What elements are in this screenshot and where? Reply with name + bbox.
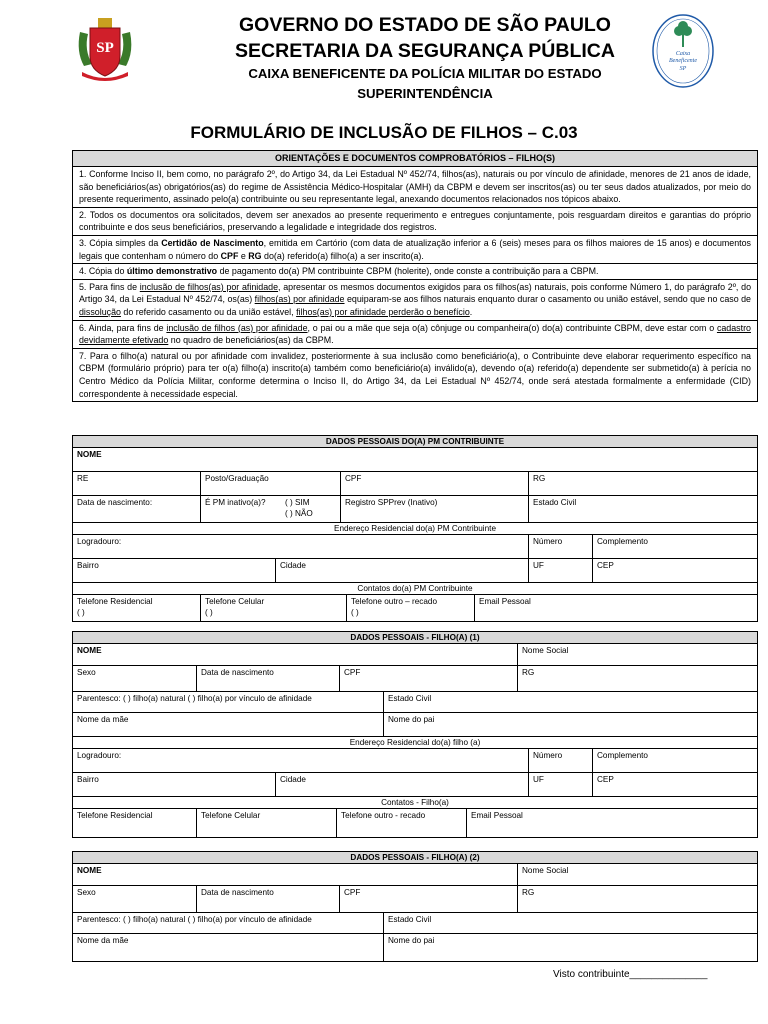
label: É PM inativo(a)? bbox=[205, 498, 266, 507]
label: Bairro bbox=[77, 561, 99, 570]
crest-text: SP bbox=[96, 40, 114, 56]
label: Data de nascimento: bbox=[77, 498, 153, 507]
label: NOME bbox=[77, 646, 102, 655]
label: Cidade bbox=[280, 561, 306, 570]
label: Registro SPPrev (Inativo) bbox=[345, 498, 438, 507]
text-underlined: cadastro devidamente efetivado bbox=[79, 322, 751, 346]
text: 6. Ainda, para fins de bbox=[79, 322, 167, 333]
label: Número bbox=[533, 537, 563, 546]
text-underlined: filhos(as) por afinidade perderão o benefício bbox=[296, 306, 470, 317]
contributor-street-field[interactable] bbox=[73, 535, 529, 558]
label: NOME bbox=[77, 866, 102, 875]
seal-text-1: Caixa bbox=[675, 51, 691, 57]
label: RG bbox=[522, 888, 535, 897]
contributor-mobile-field[interactable] bbox=[201, 595, 347, 621]
child2-cpf-field[interactable] bbox=[340, 886, 518, 912]
child1-district-field[interactable] bbox=[73, 773, 276, 796]
orientation-item-7: 7. Para o filho(a) natural ou por afinidade com invalidez, posteriormente à sua inclusão como beneficiário(a), o Contribuinte deve elaborar requerimento específico na CBPM (formulário próprio) para ter o(a) filho(a) inscrito(a) também como beneficiário(a) inválido(a), devendo o(a) referido(a) dependente ser submetido(a) à perícia no Centro Médico da Polícia Militar, conforme determina o Inciso II, do Artigo 34, da Lei Estadual Nº 452/74, onde será atestada formalmente a enfermidade (CID) correspondente à necessidade especial. bbox=[79, 350, 751, 399]
label: UF bbox=[533, 775, 544, 784]
child1-other-phone-field[interactable] bbox=[337, 809, 467, 837]
child1-marital-field[interactable] bbox=[384, 692, 757, 712]
area-code: ( ) bbox=[351, 608, 359, 617]
child2-father-field[interactable] bbox=[384, 934, 757, 961]
form-title: FORMULÁRIO DE INCLUSÃO DE FILHOS – C.03 bbox=[190, 123, 578, 142]
child2-heading: DADOS PESSOAIS - FILHO(A) (2) bbox=[73, 852, 757, 864]
child1-number-field[interactable] bbox=[529, 749, 593, 772]
orientation-item-6 bbox=[73, 321, 757, 349]
contributor-city-field[interactable] bbox=[276, 559, 529, 582]
label: Posto/Graduação bbox=[205, 474, 269, 483]
child2-relationship-field[interactable] bbox=[73, 913, 384, 933]
label: CPF bbox=[344, 668, 361, 677]
label: Bairro bbox=[77, 775, 99, 784]
child1-street-field[interactable] bbox=[73, 749, 529, 772]
label: Parentesco: ( ) filho(a) natural ( ) filho(a) por vínculo de afinidade bbox=[77, 694, 312, 703]
text: , apresentar os mesmos documentos exigidos para os filhos(as) naturais, pois conforme Número 1, do parágrafo 2º, do Artigo 34, da Lei Estadual Nº 452/74, os(as) bbox=[79, 281, 752, 305]
text-underlined: filhos(as) por afinidade bbox=[254, 294, 345, 305]
contributor-rg-field[interactable] bbox=[529, 472, 757, 495]
orientation-item-2: 2. Todos os documentos ora solicitados, devem ser anexados ao presente requerimento e entregues conjuntamente, pois resguardam direitos e garantias do próprio contribuinte e dos seus beneficiários, preservando a legalidade e integridade dos registros. bbox=[73, 208, 757, 236]
label: Email Pessoal bbox=[471, 811, 523, 820]
area-code: ( ) bbox=[77, 608, 85, 617]
child1-name-field[interactable] bbox=[73, 644, 518, 665]
contributor-contacts-heading: Contatos do(a) PM Contribuinte bbox=[73, 583, 757, 595]
text-bold: RG bbox=[248, 250, 262, 261]
label: RG bbox=[522, 668, 535, 677]
contributor-state-field[interactable] bbox=[529, 559, 593, 582]
inactive-no-checkbox[interactable]: ( ) NÃO bbox=[285, 509, 313, 518]
child2-sex-field[interactable] bbox=[73, 886, 197, 912]
label: Nome da mãe bbox=[77, 715, 129, 724]
department-title: SUPERINTENDÊNCIA bbox=[357, 86, 493, 101]
child1-relationship-field[interactable] bbox=[73, 692, 384, 712]
contributor-email-field[interactable] bbox=[475, 595, 757, 621]
child1-father-field[interactable] bbox=[384, 713, 757, 736]
contributor-name-field[interactable] bbox=[73, 448, 757, 471]
contributor-rank-field[interactable] bbox=[201, 472, 341, 495]
child1-mother-field[interactable] bbox=[73, 713, 384, 736]
text: do(a) referido(a) filho(a) a ser inscrito(a). bbox=[261, 250, 424, 261]
child2-birthdate-field[interactable] bbox=[197, 886, 340, 912]
secretariat-title: SECRETARIA DA SEGURANÇA PÚBLICA bbox=[235, 40, 615, 62]
label: Nome da mãe bbox=[77, 936, 129, 945]
label: Logradouro: bbox=[77, 751, 122, 760]
label: Telefone outro – recado bbox=[351, 597, 438, 606]
child2-social-name-field[interactable] bbox=[518, 864, 757, 885]
child1-city-field[interactable] bbox=[276, 773, 529, 796]
orientation-item-4 bbox=[73, 264, 757, 280]
label: Sexo bbox=[77, 668, 96, 677]
child1-rg-field[interactable] bbox=[518, 666, 757, 691]
child1-social-name-field[interactable] bbox=[518, 644, 757, 665]
child2-mother-field[interactable] bbox=[73, 934, 384, 961]
label: CEP bbox=[597, 561, 614, 570]
contributor-address-heading: Endereço Residencial do(a) PM Contribuinte bbox=[73, 523, 757, 535]
contributor-signature-line[interactable]: Visto contribuinte______________ bbox=[553, 969, 708, 980]
label: Nome Social bbox=[522, 646, 569, 655]
contributor-spprev-field[interactable] bbox=[341, 496, 529, 522]
label: Logradouro: bbox=[77, 537, 122, 546]
text-bold: CPF bbox=[220, 250, 239, 261]
label: CPF bbox=[344, 888, 361, 897]
contributor-section bbox=[72, 435, 758, 622]
text: do referido casamento ou da união estável, bbox=[120, 306, 297, 317]
child1-state-field[interactable] bbox=[529, 773, 593, 796]
contributor-district-field[interactable] bbox=[73, 559, 276, 582]
label: RG bbox=[533, 474, 546, 483]
text: de pagamento do(a) PM contribuinte CBPM (holerite), onde conste a contribuição para a CBPM. bbox=[217, 266, 599, 277]
child1-contacts-heading: Contatos - Filho(a) bbox=[73, 797, 757, 809]
label: Nome Social bbox=[522, 866, 569, 875]
label: CPF bbox=[345, 474, 362, 483]
contributor-home-phone-field[interactable] bbox=[73, 595, 201, 621]
institution-title: CAIXA BENEFICENTE DA POLÍCIA MILITAR DO ESTADO bbox=[248, 66, 602, 81]
contributor-complement-field[interactable] bbox=[593, 535, 757, 558]
label: Nome do pai bbox=[388, 715, 435, 724]
contributor-inactive-field[interactable] bbox=[201, 496, 341, 522]
label: RE bbox=[77, 474, 89, 483]
child2-rg-field[interactable] bbox=[518, 886, 757, 912]
government-title: GOVERNO DO ESTADO DE SÃO PAULO bbox=[239, 14, 611, 36]
text: , o pai ou a mãe que seja o(a) cônjuge ou companheira(o) do(a) contribuinte CBPM, deve estar com o bbox=[307, 322, 717, 333]
text-bold: Certidão de Nascimento bbox=[161, 237, 264, 248]
label: UF bbox=[533, 561, 544, 570]
child1-address-heading: Endereço Residencial do(a) filho (a) bbox=[73, 737, 757, 749]
child1-mobile-field[interactable] bbox=[197, 809, 337, 837]
contributor-heading: DADOS PESSOAIS DO(A) PM CONTRIBUINTE bbox=[73, 436, 757, 448]
label: Estado Civil bbox=[388, 915, 432, 924]
label: Telefone Celular bbox=[205, 597, 265, 606]
text: no quadro de beneficiários(as) da CBPM. bbox=[168, 335, 334, 346]
child1-home-phone-field[interactable] bbox=[73, 809, 197, 837]
label: Estado Civil bbox=[533, 498, 577, 507]
label: Data de nascimento bbox=[201, 668, 274, 677]
text-underlined: inclusão de filhos (as) por afinidade bbox=[166, 322, 308, 333]
child1-complement-field[interactable] bbox=[593, 749, 757, 772]
orientation-item-1: 1. Conforme Inciso II, bem como, no parágrafo 2º, do Artigo 34, da Lei Estadual Nº 452/74, filhos(as), naturais ou por vínculo de afinidade, menores de 21 anos de idade, são beneficiários(as) obrigatórios(as) do regime de Assistência Médico-Hospitalar (AMH) da CBPM e devem ser inscritos(as) ou ter seus dados atualizados, por meio do presente requerimento, assinado pelo(a) contribuinte ou seu representante legal, anexando documentos relacionados nos tópicos abaixo. bbox=[73, 167, 757, 208]
text: equiparam-se aos filhos naturais enquanto durar o casamento ou união estável, sendo que no caso de bbox=[344, 294, 751, 305]
orientations-box bbox=[72, 150, 758, 402]
text: 4. Cópia do bbox=[79, 266, 127, 277]
text: 3. Cópia simples da bbox=[79, 237, 162, 248]
area-code: ( ) bbox=[205, 608, 213, 617]
label: Estado Civil bbox=[388, 694, 432, 703]
orientation-item-5 bbox=[73, 280, 757, 321]
label: Data de nascimento bbox=[201, 888, 274, 897]
child1-zip-field[interactable] bbox=[593, 773, 757, 796]
text: , emitida em Cartório (com data de atualização inferior a 6 (seis) meses para os filhos maiores de 15 anos) e documentos legais que contenham o número do bbox=[79, 237, 751, 261]
child2-marital-field[interactable] bbox=[384, 913, 757, 933]
label: Complemento bbox=[597, 751, 648, 760]
contributor-number-field[interactable] bbox=[529, 535, 593, 558]
child1-birthdate-field[interactable] bbox=[197, 666, 340, 691]
text: . bbox=[469, 306, 473, 317]
contributor-re-field[interactable] bbox=[73, 472, 201, 495]
orientation-item-3 bbox=[73, 236, 757, 264]
inactive-yes-checkbox[interactable]: ( ) SIM bbox=[285, 498, 310, 507]
label: Nome do pai bbox=[388, 936, 435, 945]
label: Telefone Celular bbox=[201, 811, 261, 820]
contributor-cpf-field[interactable] bbox=[341, 472, 529, 495]
header-titles bbox=[150, 12, 700, 104]
child1-sex-field[interactable] bbox=[73, 666, 197, 691]
contributor-zip-field[interactable] bbox=[593, 559, 757, 582]
label: Parentesco: ( ) filho(a) natural ( ) filho(a) por vínculo de afinidade bbox=[77, 915, 312, 924]
label: Número bbox=[533, 751, 563, 760]
label: Cidade bbox=[280, 775, 306, 784]
contributor-other-phone-field[interactable] bbox=[347, 595, 475, 621]
document-header bbox=[0, 0, 768, 118]
text-underlined: dissolução bbox=[79, 306, 121, 317]
label: Email Pessoal bbox=[479, 597, 531, 606]
label: Telefone Residencial bbox=[77, 811, 153, 820]
label: CEP bbox=[597, 775, 614, 784]
child1-heading: DADOS PESSOAIS - FILHO(A) (1) bbox=[73, 632, 757, 644]
seal-text-2: Beneficente bbox=[669, 58, 697, 64]
label: Complemento bbox=[597, 537, 648, 546]
child1-section bbox=[72, 631, 758, 838]
sao-paulo-coat-of-arms-icon bbox=[74, 12, 136, 82]
text: e bbox=[238, 250, 249, 261]
text-bold: último demonstrativo bbox=[126, 266, 218, 277]
seal-text-3: SP bbox=[679, 66, 687, 72]
text: 5. Para fins de bbox=[79, 281, 140, 292]
contributor-marital-field[interactable] bbox=[529, 496, 757, 522]
contributor-birthdate-field[interactable] bbox=[73, 496, 201, 522]
child1-email-field[interactable] bbox=[467, 809, 757, 837]
child2-name-field[interactable] bbox=[73, 864, 518, 885]
label: NOME bbox=[77, 450, 102, 459]
label: Telefone Residencial bbox=[77, 597, 153, 606]
child2-section bbox=[72, 851, 758, 962]
label: Sexo bbox=[77, 888, 96, 897]
caixa-beneficente-seal-icon bbox=[651, 13, 715, 89]
child1-cpf-field[interactable] bbox=[340, 666, 518, 691]
label: Telefone outro - recado bbox=[341, 811, 426, 820]
text-underlined: inclusão de filhos(as) por afinidade bbox=[139, 281, 279, 292]
orientations-heading: ORIENTAÇÕES E DOCUMENTOS COMPROBATÓRIOS – FILHO(S) bbox=[73, 151, 757, 167]
